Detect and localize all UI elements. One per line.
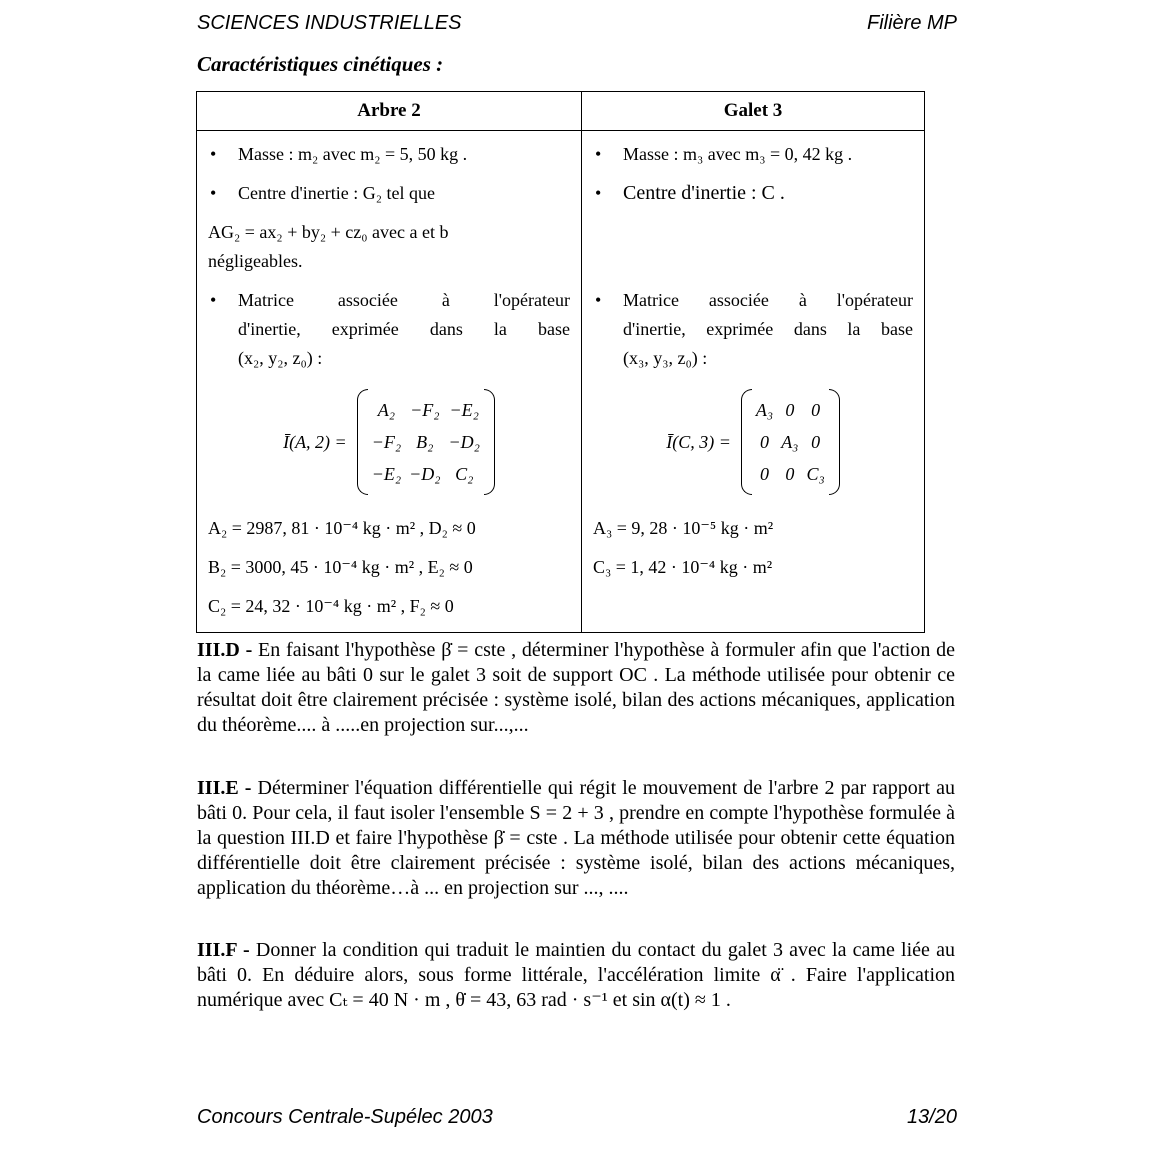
galet-matrix-grid (752, 396, 829, 488)
galet-value-a3: A₃ = 9, 28 · 10⁻⁵ kg · m² (593, 518, 774, 538)
question-label: III.F - (197, 939, 250, 961)
matrix-cell: 0 (811, 400, 821, 420)
galet-matrix-intro-3: (x₃, y₃, z₀) : (623, 348, 708, 368)
footer-contest: Concours Centrale-Supélec 2003 (197, 1106, 493, 1128)
arbre-value-b2: B₂ = 3000, 45 · 10⁻⁴ kg · m² , E₂ ≈ 0 (208, 557, 473, 577)
matrix-cell: 0 (811, 432, 821, 452)
matrix-cell: C₂ (455, 464, 474, 484)
galet-inertia-center: • Centre d'inertie : C . (593, 179, 913, 208)
question-text: Déterminer l'équation différentielle qui régit le mouvement de l'arbre 2 par rapport au bâti 0. Pour cela, il faut isoler l'ensemble S = 2 + 3 , prendre en compte l'hypothèse formulée à la question III.D et faire l'hypothèse β̇ = cste . La méthode utilisée pour obtenir cette équation différentielle doit être clairement précisée : système isolé, bilan des actions mécaniques, application du théorème…à ... en projection sur ..., .... (197, 777, 955, 899)
galet-matrix-intro-2: d'inertie, exprimée dans la base (623, 319, 913, 339)
matrix-cell: 0 (760, 432, 770, 452)
table-header-arbre: Arbre 2 (197, 92, 582, 131)
left-parenthesis (357, 389, 368, 495)
arbre-inertia-matrix (208, 389, 570, 495)
arbre-ag2-equation: AG₂ = ax₂ + by₂ + cz₀ avec a et b (208, 222, 449, 242)
matrix-cell: −F₂ (371, 432, 402, 452)
question-label: III.E - (197, 777, 252, 799)
header-track: Filière MP (866, 12, 957, 34)
matrix-cell: −E₂ (371, 464, 402, 484)
question-text: En faisant l'hypothèse β̇ = cste , déterminer l'hypothèse à formuler afin que l'action de la came liée au bâti 0 sur le galet 3 soit de support OC . La méthode utilisée pour obtenir ce résultat doit être clairement précisée : système isolé, bilan des actions mécaniques, application du théorème.... à .....en projection sur...,... (197, 639, 956, 736)
matrix-cell: −E₂ (449, 400, 479, 420)
matrix-cell: 0 (760, 464, 770, 484)
kinetic-characteristics-table (196, 91, 925, 633)
arbre-matrix-intro-3: (x₂, y₂, z₀) : (238, 348, 323, 368)
matrix-cell: 0 (785, 400, 795, 420)
arbre-mass: • Masse : m₂ avec m₂ = 5, 50 kg . (208, 140, 570, 169)
galet-values (593, 509, 913, 587)
arbre-matrix-intro-1: • Matrice associée à l'opérateur (208, 286, 570, 315)
arbre-value-a2: A₂ = 2987, 81 · 10⁻⁴ kg · m² , D₂ ≈ 0 (208, 518, 476, 538)
question-text: Donner la condition qui traduit le maintien du contact du galet 3 avec la came liée au bâti 0. En déduire alors, sous forme littérale, l'accélération limite α̈ . Faire l'application numérique avec Cₜ = 40 N · m , θ̇ = 43, 63 rad · s⁻¹ et sin α(t) ≈ 1 . (197, 939, 956, 1011)
arbre-matrix-intro-2: d'inertie, exprimée dans la base (238, 319, 570, 339)
right-parenthesis (484, 389, 495, 495)
arbre-matrix-grid (368, 396, 484, 488)
matrix-cell: C₃ (806, 464, 825, 484)
section-title: Caractéristiques cinétiques : (197, 52, 444, 76)
matrix-cell: A₂ (377, 400, 396, 420)
arbre-inertia-center: • Centre d'inertie : G₂ tel que (208, 179, 570, 208)
question-label: III.D - (197, 639, 253, 661)
arbre-ag2-negligible: négligeables. (208, 251, 303, 271)
galet-value-c3: C₃ = 1, 42 · 10⁻⁴ kg · m² (593, 557, 773, 577)
galet-inertia-matrix (593, 389, 913, 495)
galet-spacer (593, 208, 913, 276)
arbre-column (197, 131, 582, 633)
matrix-cell: A₃ (781, 432, 799, 452)
arbre-matrix-label: Ī(A, 2) = (283, 431, 347, 452)
matrix-cell: −F₂ (410, 400, 440, 420)
right-parenthesis (829, 389, 840, 495)
arbre-values (208, 509, 570, 626)
galet-matrix-intro-1: • Matrice associée à l'opérateur (593, 286, 913, 315)
question-iii-d (197, 638, 955, 738)
galet-matrix-label: Ī(C, 3) = (666, 431, 731, 452)
left-parenthesis (741, 389, 752, 495)
header-subject: SCIENCES INDUSTRIELLES (197, 12, 462, 34)
galet-mass: • Masse : m₃ avec m₃ = 0, 42 kg . (593, 140, 913, 169)
galet-column (582, 131, 925, 633)
question-iii-f (197, 938, 955, 1013)
matrix-cell: −D₂ (409, 464, 441, 484)
page-number: 13/20 (906, 1106, 957, 1128)
matrix-cell: A₃ (755, 400, 774, 420)
matrix-cell: 0 (785, 464, 795, 484)
page-header (197, 12, 957, 38)
page-footer (197, 1106, 957, 1132)
matrix-cell: −D₂ (448, 432, 480, 452)
table-header-galet: Galet 3 (582, 92, 925, 131)
matrix-cell: B₂ (416, 432, 434, 452)
arbre-value-c2: C₂ = 24, 32 · 10⁻⁴ kg · m² , F₂ ≈ 0 (208, 596, 454, 616)
question-iii-e (197, 776, 955, 901)
